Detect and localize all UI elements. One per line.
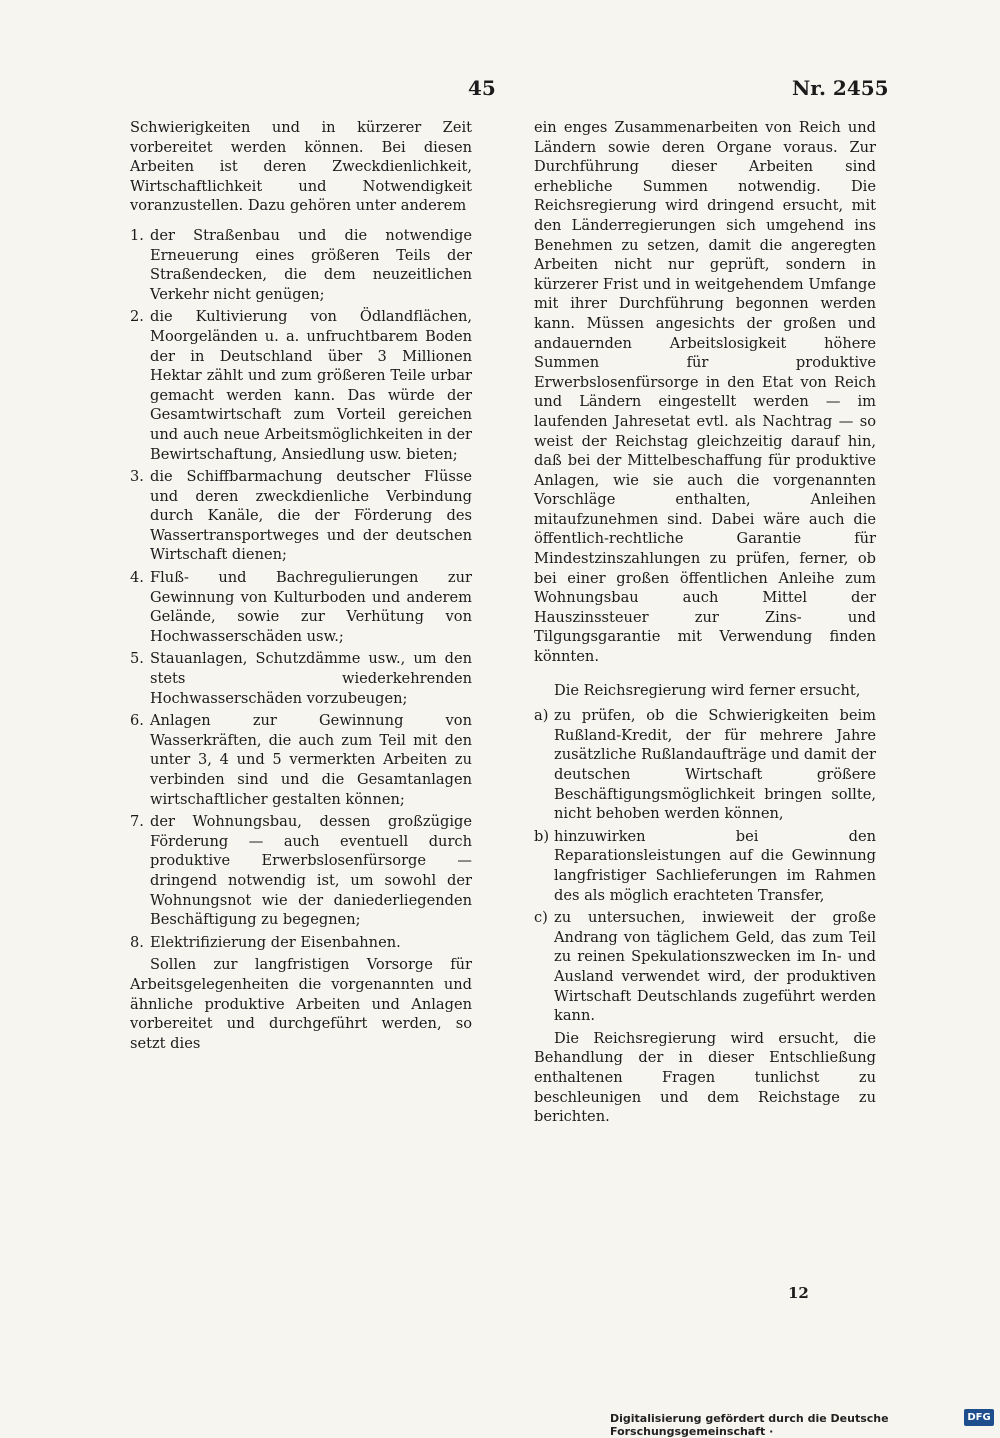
list-item-text: zu prüfen, ob die Schwierigkeiten beim Rußland-Kredit, der für mehrere Jahre zusätzliche Rußlandaufträge und damit der deutschen Wirtschaft größere Beschäftigungsmöglichkeit bringen sollte, nicht behoben werden können, (554, 707, 876, 823)
list-item (130, 649, 472, 708)
list-item-text: Elektrifizierung der Eisenbahnen. (150, 933, 401, 951)
list-item (130, 812, 472, 930)
list-item-text: Anlagen zur Gewinnung von Wasserkräften, die auch zum Teil mit den unter 3, 4 und 5 vermerkten Arbeiten zu verbinden sind und die Gesamtanlagen wirtschaftlicher gestalten können; (150, 712, 472, 808)
list-item-text: Fluß- und Bachregulierungen zur Gewinnung von Kulturboden und anderem Gelände, sowie zur Verhütung von Hochwasserschäden usw.; (150, 569, 472, 645)
list-item-letter: a) (534, 707, 549, 725)
list-item-number: 8. (130, 933, 144, 951)
list-item (130, 933, 472, 953)
list-item-number: 1. (130, 226, 144, 244)
list-item-number: 7. (130, 813, 144, 831)
closing-paragraph: Die Reichsregierung wird ersucht, die Behandlung der in dieser Entschließung enthaltenen Fragen tunlichst zu beschleunigen und dem Reichstage zu berichten. (534, 1029, 876, 1126)
list-item-number: 2. (130, 308, 144, 326)
footer-credit: Digitalisierung gefördert durch die Deutsche Forschungsgemeinschaft · (610, 1412, 889, 1438)
list-item-text: hinzuwirken bei den Reparationsleistungen auf die Gewinnung langfristiger Sachlieferungen im Rahmen des als möglich erachteten Transfer, (554, 827, 876, 904)
lead-sentence: Die Reichsregierung wird ferner ersucht, (554, 681, 861, 699)
dfg-logo-icon: DFG (964, 1409, 994, 1426)
intro-paragraph: Schwierigkeiten und in kürzerer Zeit vorbereitet werden können. Bei diesen Arbeiten ist deren Zweckdienlichkeit, Wirtschaftlichkeit und Notwendigkeit voranzustellen. Dazu gehören unter anderem (130, 119, 472, 215)
list-item-text: der Wohnungsbau, dessen großzügige Förderung — auch eventuell durch produktive Erwerbslosenfürsorge — dringend notwendig ist, um sowohl der Wohnungsnot wie der daniederliegenden Beschäftigung zu begegnen; (150, 813, 472, 929)
list-item-letter: b) (534, 827, 550, 845)
list-item-number: 4. (130, 569, 144, 587)
list-item-number: 3. (130, 468, 144, 486)
page-number: 45 (468, 76, 496, 100)
list-item (534, 706, 876, 824)
list-item-text: die Schiffbarmachung deutscher Flüsse und deren zweckdienliche Verbindung durch Kanäle, die der Förderung des Wassertransportweges und der deutschen Wirtschaft dienen; (150, 468, 472, 564)
list-item-number: 6. (130, 712, 144, 730)
left-column (130, 118, 472, 1053)
list-item-text: zu untersuchen, inwieweit der große Andrang von täglichem Geld, das zum Teil zu reinen Spekulationszwecken im In- und Ausland verwendet wird, der produktiven Wirtschaft Deutschlands zugeführt werden kann. (554, 909, 876, 1025)
list-item-number: 5. (130, 650, 144, 668)
list-item (130, 467, 472, 565)
sheet-number: 12 (788, 1284, 809, 1302)
list-item (130, 307, 472, 464)
list-item-letter: c) (534, 909, 548, 927)
list-item (130, 711, 472, 809)
main-paragraph: ein enges Zusammenarbeiten von Reich und Ländern sowie deren Organe voraus. Zur Durchführung dieser Arbeiten sind erhebliche Summen notwendig. Die Reichsregierung wird dringend ersucht, mit den Länderregierungen sich umgehend ins Benehmen zu setzen, damit die angeregten Arbeiten nicht nur geprüft, sondern in kürzerer Frist und in weitgehendem Umfange mit ihrer Durchführung begonnen werden kann. Müssen angesichts der großen und andauernden Arbeitslosigkeit höhere Summen für produktive Erwerbslosenfürsorge in den Etat von Reich und Ländern eingestellt werden — im laufenden Jahresetat evtl. als Nachtrag — so weist der Reichstag gleichzeitig darauf hin, daß bei der Mittelbeschaffung für produktive Anlagen, wie sie auch die vorgenannten Vorschläge enthalten, Anleihen mitaufzunehmen sind. Dabei wäre auch die öffentlich-rechtliche Garantie für Mindestzinszahlungen zu prüfen, ferner, ob bei einer großen öffentlichen Anleihe zum Wohnungsbau auch Mittel der Hauszinssteuer zur Zins- und Tilgungsgarantie mit Verwendung finden könnten. (534, 119, 876, 666)
list-item (534, 827, 876, 905)
right-column (534, 118, 876, 1127)
list-item-text: der Straßenbau und die notwendige Erneuerung eines größeren Teils der Straßendecken, die dem neuzeitlichen Verkehr nicht genügen; (150, 226, 472, 303)
list-item (534, 908, 876, 1026)
list-item-text: die Kultivierung von Ödlandflächen, Moorgeländen u. a. unfruchtbarem Boden der in Deutschland über 3 Millionen Hektar zählt und zum größeren Teile urbar gemacht werden kann. Das würde der Gesamtwirtschaft zum Vorteil gereichen und auch neue Arbeitsmöglichkeiten in der Bewirtschaftung, Ansiedlung usw. bieten; (150, 308, 472, 463)
closing-paragraph: Sollen zur langfristigen Vorsorge für Arbeitsgelegenheiten die vorgenannten und ähnliche produktive Arbeiten und Anlagen vorbereitet und durchgeführt werden, so setzt dies (130, 956, 472, 1052)
list-item (130, 226, 472, 304)
list-item-text: Stauanlagen, Schutzdämme usw., um den stets wiederkehrenden Hochwasserschäden vorzubeugen; (150, 650, 472, 707)
list-item (130, 568, 472, 646)
document-number: Nr. 2455 (792, 76, 889, 100)
